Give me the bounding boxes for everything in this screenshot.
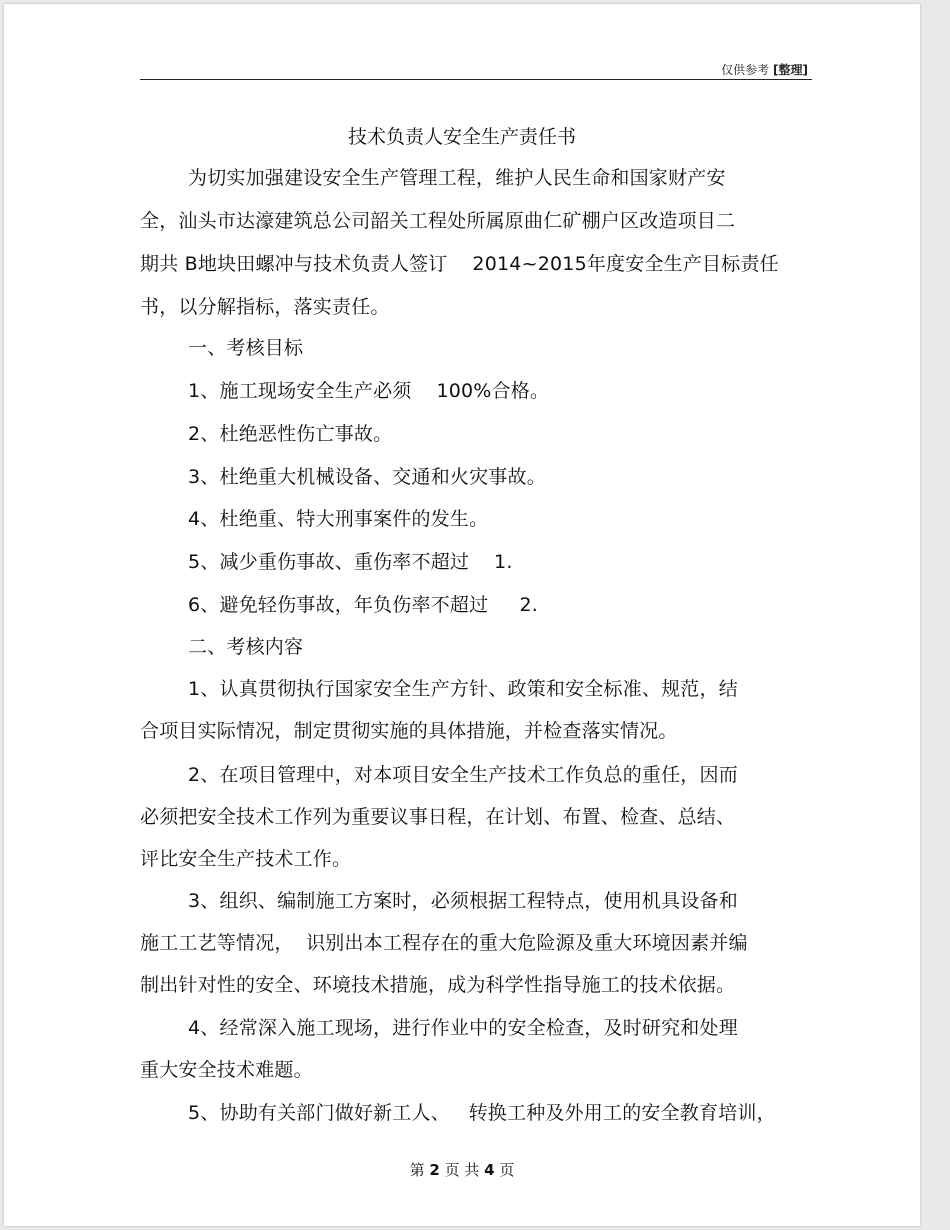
paragraph-line: 5、协助有关部门做好新工人、 转换工种及外用工的安全教育培训，: [188, 1102, 776, 1124]
header-note-tag: [整理]: [773, 63, 808, 77]
paragraph-line: 制出针对性的安全、环境技术措施，成为科学性指导施工的技术依据。: [140, 974, 736, 996]
section-heading: 二、考核内容: [188, 636, 304, 658]
paragraph-line: 4、经常深入施工现场，进行作业中的安全检查，及时研究和处理: [188, 1017, 738, 1039]
list-item: 4、杜绝重、特大刑事案件的发生。: [188, 508, 489, 530]
footer-total-pages: 4: [484, 1161, 495, 1179]
header-note-text: 仅供参考: [721, 63, 770, 77]
footer-middle: 页 共: [439, 1161, 485, 1179]
document-title: 技术负责人安全生产责任书: [347, 126, 576, 148]
list-item: 1、施工现场安全生产必须 100%合格。: [188, 380, 550, 402]
section-heading: 一、考核目标: [188, 337, 304, 359]
paragraph-line: 施工工艺等情况， 识别出本工程存在的重大危险源及重大环境因素并编: [140, 932, 748, 954]
footer-current-page: 2: [429, 1161, 440, 1179]
list-item: 3、杜绝重大机械设备、交通和火灾事故。: [188, 466, 546, 488]
header-note: [721, 61, 808, 78]
paragraph-line: 书，以分解指标，落实责任。: [140, 296, 390, 318]
paragraph-line: 期共 B地块田螺冲与技术负责人签订 2014~2015年度安全生产目标责任: [140, 253, 779, 275]
paragraph-line: 为切实加强建设安全生产管理工程，维护人民生命和国家财产安: [188, 167, 726, 189]
list-item: 6、避免轻伤事故，年负伤率不超过 2.: [188, 594, 539, 616]
paragraph-line: 2、在项目管理中，对本项目安全生产技术工作负总的重任，因而: [188, 764, 738, 786]
list-item: 5、减少重伤事故、重伤率不超过 1.: [188, 551, 513, 573]
paragraph-line: 合项目实际情况，制定贯彻实施的具体措施，并检查落实情况。: [140, 720, 678, 742]
footer-prefix: 第: [409, 1161, 430, 1179]
paragraph-line: 重大安全技术难题。: [140, 1059, 313, 1081]
paragraph-line: 评比安全生产技术工作。: [140, 848, 352, 870]
document-page: [4, 4, 920, 1226]
header-rule: [140, 79, 812, 80]
paragraph-line: 必须把安全技术工作列为重要议事日程，在计划、布置、检查、总结、: [140, 806, 736, 828]
paragraph-line: 3、组织、编制施工方案时，必须根据工程特点，使用机具设备和: [188, 890, 738, 912]
list-item: 2、杜绝恶性伤亡事故。: [188, 423, 393, 445]
footer-suffix: 页: [494, 1161, 515, 1179]
paragraph-line: 全，汕头市达濠建筑总公司韶关工程处所属原曲仁矿棚户区改造项目二: [140, 210, 736, 232]
page-footer: [4, 1159, 920, 1180]
paragraph-line: 1、认真贯彻执行国家安全生产方针、政策和安全标准、规范，结: [188, 678, 738, 700]
